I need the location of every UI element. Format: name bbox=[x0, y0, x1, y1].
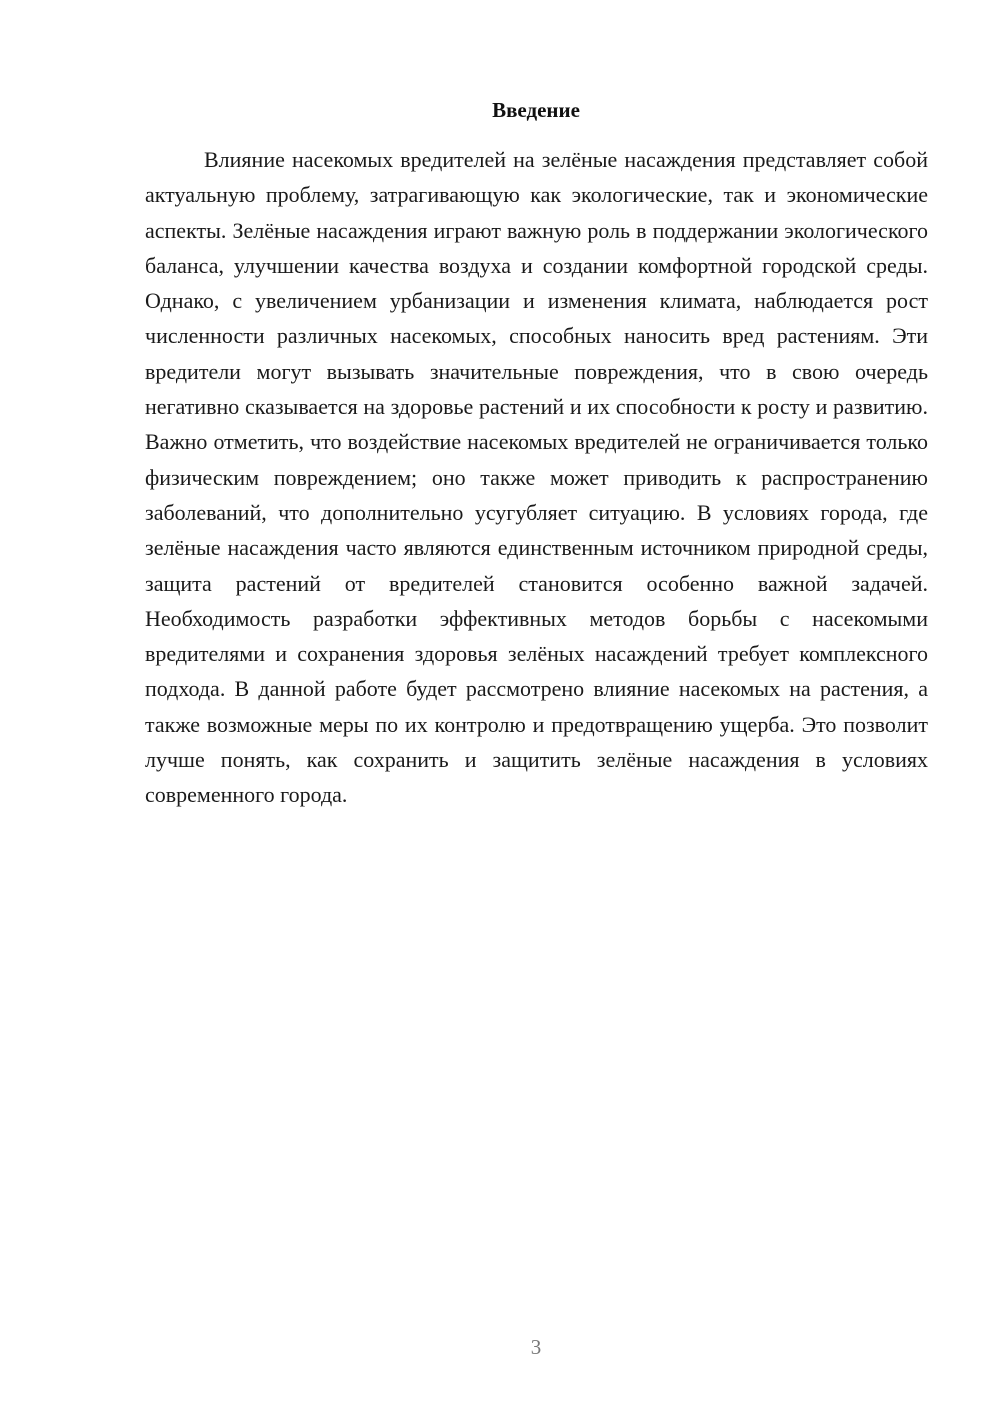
page-number: 3 bbox=[530, 1335, 542, 1359]
section-heading: Введение bbox=[492, 98, 580, 122]
body-paragraph: Влияние насекомых вредителей на зелёные насаждения представляет собой актуальную проблему, затрагивающую как экологические, так и экономические аспекты. Зелёные насаждения играют важную роль в поддержании экологического баланса, улучшении качества воздуха и создании комфортной городской среды. Однако, с увеличением урбанизации и изменения климата, наблюдается рост численности различных насекомых, способных наносить вред растениям. Эти вредители могут вызывать значительные повреждения, что в свою очередь негативно сказывается на здоровье растений и их способности к росту и развитию. Важно отметить, что воздействие насекомых вредителей не ограничивается только физическим повреждением; оно также может приводить к распространению заболеваний, что дополнительно усугубляет ситуацию. В условиях города, где зелёные насаждения часто являются единственным источником природной среды, защита растений от вредителей становится особенно важной задачей. Необходимость разработки эффективных методов борьбы с насекомыми вредителями и сохранения здоровья зелёных насаждений требует комплексного подхода. В данной работе будет рассмотрено влияние насекомых на растения, а также возможные меры по их контролю и предотвращению ущерба. Это позволит лучше понять, как сохранить и защитить зелёные насаждения в условиях современного города. bbox=[145, 147, 928, 808]
